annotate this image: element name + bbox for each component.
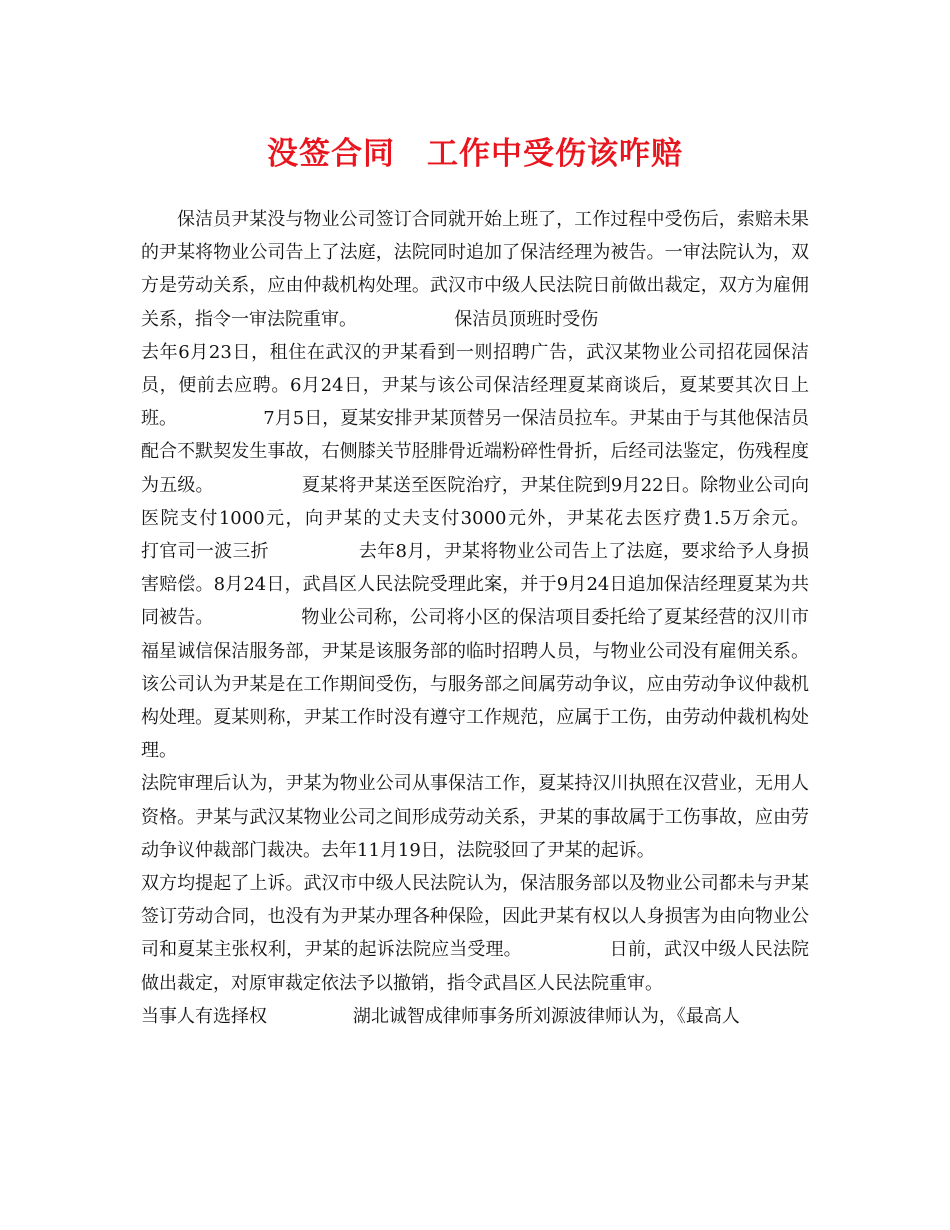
paragraph-intro: 保洁员尹某没与物业公司签订合同就开始上班了，工作过程中受伤后，索赔未果的尹某将物业公司告上了法庭，法院同时追加了保洁经理为被告。一审法院认为，双方是劳动关系，应由仲裁机构处理。武汉市中级人民法院日前做出裁定，双方为雇佣关系，指令一审法院重审。 保洁员顶班时受伤 xyxy=(141,209,809,330)
paragraph-first-trial: 法院审理后认为，尹某为物业公司从事保洁工作，夏某持汉川执照在汉营业，无用人资格。尹某与武汉某物业公司之间形成劳动关系，尹某的事故属于工伤事故，应由劳动争议仲裁部门裁决。去年11月19日，法院驳回了尹某的起诉。 xyxy=(141,773,809,861)
document-body xyxy=(141,203,895,1033)
paragraph-appeal: 双方均提起了上诉。武汉市中级人民法院认为，保洁服务部以及物业公司都未与尹某签订劳动合同，也没有为尹某办理各种保险，因此尹某有权以人身损害为由向物业公司和夏某主张权利，尹某的起诉法院应当受理。 日前，武汉中级人民法院做出裁定，对原审裁定依法予以撤销，指令武昌区人民法院重审。 xyxy=(141,873,809,994)
paragraph-choice: 当事人有选择权 湖北诚智成律师事务所刘源波律师认为，《最高人 xyxy=(141,1005,740,1027)
document-title: 没签合同 工作中受伤该咋赔 xyxy=(267,136,683,172)
paragraph-incident: 去年6月23日，租住在武汉的尹某看到一则招聘广告，武汉某物业公司招花园保洁员，便前去应聘。6月24日，尹某与该公司保洁经理夏某商谈后，夏某要其次日上班。 7月5日，夏某安排尹某顶替另一保洁员拉车。尹某由于与其他保洁员配合不默契发生事故，右侧膝关节胫腓骨近端粉碎性骨折，后经司法鉴定，伤残程度为五级。 夏某将尹某送至医院治疗，尹某住院到9月22日。除物业公司向医院支付1000元，向尹某的丈夫支付3000元外，尹某花去医疗费1.5万余元。 打官司一波三折 去年8月，尹某将物业公司告上了法庭，要求给予人身损害赔偿。8月24日，武昌区人民法院受理此案，并于9月24日追加保洁经理夏某为共同被告。 物业公司称，公司将小区的保洁项目委托给了夏某经营的汉川市福星诚信保洁服务部，尹某是该服务部的临时招聘人员，与物业公司没有雇佣关系。该公司认为尹某是在工作期间受伤，与服务部之间属劳动争议，应由劳动争议仲裁机构处理。夏某则称，尹某工作时没有遵守工作规范，应属于工伤，由劳动仲裁机构处理。 xyxy=(141,341,895,762)
